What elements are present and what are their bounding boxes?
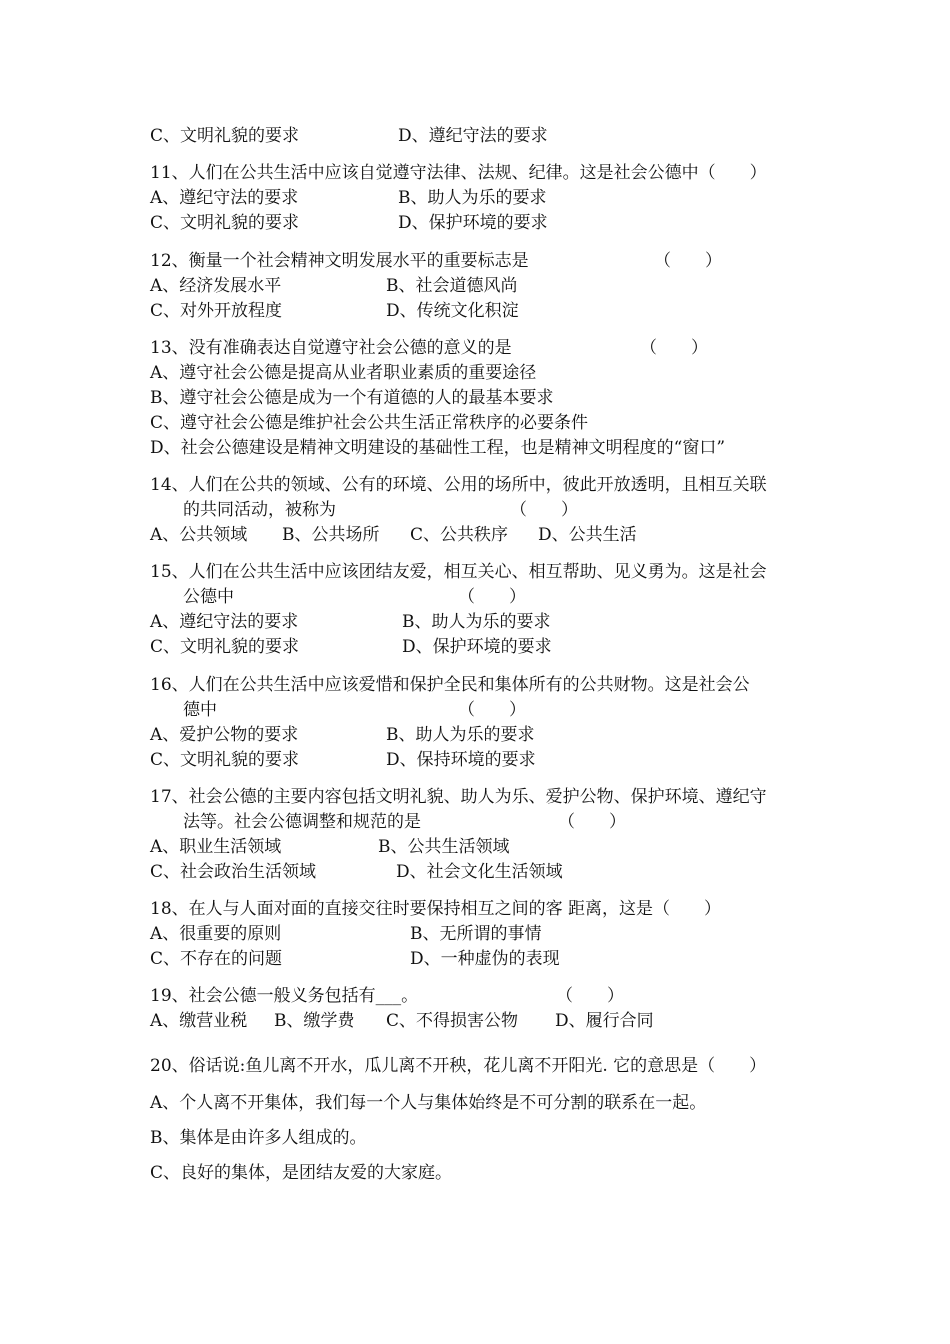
q12-option-d: D、传统文化积淀: [386, 301, 519, 321]
q15-option-a: A、遵纪守法的要求: [150, 612, 299, 632]
q20-stem: 20、俗话说:鱼儿离不开水，瓜儿离不开秧，花儿离不开阳光. 它的意思是（ ）: [150, 1056, 767, 1076]
q17-option-b: B、公共生活领域: [378, 837, 510, 857]
q15-option-d: D、保护环境的要求: [402, 637, 552, 657]
q10-option-c: C、文明礼貌的要求: [150, 126, 300, 146]
q16-option-a: A、爱护公物的要求: [150, 725, 299, 745]
q14-option-c: C、公共秩序: [410, 525, 509, 545]
q18-option-b: B、无所谓的事情: [410, 924, 542, 944]
q16-answer-blank: （ ）: [458, 700, 526, 720]
q11-option-c: C、文明礼貌的要求: [150, 213, 300, 233]
q16-option-b: B、助人为乐的要求: [386, 725, 535, 745]
q20-option-c: C、良好的集体，是团结友爱的大家庭。: [150, 1163, 453, 1183]
q17-option-d: D、社会文化生活领域: [396, 862, 563, 882]
q19-stem: 19、社会公德一般义务包括有___。: [150, 986, 419, 1006]
q20-option-a: A、个人离不开集体，我们每一个人与集体始终是不可分割的联系在一起。: [150, 1093, 707, 1113]
q19-option-a: A、缴营业税: [150, 1011, 248, 1031]
q14-stem-line2: 的共同活动，被称为: [183, 500, 336, 520]
q11-stem: 11、人们在公共生活中应该自觉遵守法律、法规、纪律。这是社会公德中（ ）: [150, 163, 767, 183]
q15-answer-blank: （ ）: [458, 587, 526, 607]
q17-option-a: A、职业生活领域: [150, 837, 282, 857]
q11-option-b: B、助人为乐的要求: [398, 188, 547, 208]
q16-option-d: D、保持环境的要求: [386, 750, 536, 770]
q10-option-d: D、遵纪守法的要求: [398, 126, 548, 146]
q12-stem: 12、衡量一个社会精神文明发展水平的重要标志是: [150, 251, 529, 271]
q14-option-b: B、公共场所: [282, 525, 380, 545]
q16-option-c: C、文明礼貌的要求: [150, 750, 300, 770]
q19-answer-blank: （ ）: [556, 986, 624, 1006]
q20-option-b: B、集体是由许多人组成的。: [150, 1128, 367, 1148]
q17-stem-line1: 17、社会公德的主要内容包括文明礼貌、助人为乐、爱护公物、保护环境、遵纪守: [150, 787, 767, 807]
q18-option-d: D、一种虚伪的表现: [410, 949, 560, 969]
q18-option-c: C、不存在的问题: [150, 949, 283, 969]
q17-option-c: C、社会政治生活领域: [150, 862, 317, 882]
q11-option-a: A、遵纪守法的要求: [150, 188, 299, 208]
q15-stem-line2: 公德中: [183, 587, 234, 607]
q12-answer-blank: （ ）: [654, 251, 722, 271]
q12-option-c: C、对外开放程度: [150, 301, 283, 321]
q15-stem-line1: 15、人们在公共生活中应该团结友爱，相互关心、相互帮助、见义勇为。这是社会: [150, 562, 767, 582]
q14-option-d: D、公共生活: [538, 525, 637, 545]
q17-stem-line2: 法等。社会公德调整和规范的是: [183, 812, 421, 832]
q16-stem-line2: 德中: [183, 700, 217, 720]
q11-option-d: D、保护环境的要求: [398, 213, 548, 233]
q15-option-b: B、助人为乐的要求: [402, 612, 551, 632]
q13-option-a: A、遵守社会公德是提高从业者职业素质的重要途径: [150, 363, 537, 383]
q12-option-a: A、经济发展水平: [150, 276, 282, 296]
q15-option-c: C、文明礼貌的要求: [150, 637, 300, 657]
q13-option-c: C、遵守社会公德是维护社会公共生活正常秩序的必要条件: [150, 413, 589, 433]
q19-option-d: D、履行合同: [555, 1011, 654, 1031]
q19-option-c: C、不得损害公物: [386, 1011, 519, 1031]
q18-option-a: A、很重要的原则: [150, 924, 282, 944]
q18-stem: 18、在人与人面对面的直接交往时要保持相互之间的客 距离，这是（ ）: [150, 899, 722, 919]
q19-option-b: B、缴学费: [274, 1011, 355, 1031]
q13-option-b: B、遵守社会公德是成为一个有道德的人的最基本要求: [150, 388, 554, 408]
q12-option-b: B、社会道德风尚: [386, 276, 518, 296]
q13-option-d: D、社会公德建设是精神文明建设的基础性工程，也是精神文明程度的“窗口”: [150, 438, 726, 458]
q13-stem: 13、没有准确表达自觉遵守社会公德的意义的是: [150, 338, 512, 358]
q14-answer-blank: （ ）: [510, 500, 578, 520]
q16-stem-line1: 16、人们在公共生活中应该爱惜和保护全民和集体所有的公共财物。这是社会公: [150, 675, 750, 695]
q17-answer-blank: （ ）: [558, 812, 626, 832]
q14-option-a: A、公共领域: [150, 525, 248, 545]
q13-answer-blank: （ ）: [640, 338, 708, 358]
q14-stem-line1: 14、人们在公共的领域、公有的环境、公用的场所中，彼此开放透明，且相互关联: [150, 475, 767, 495]
